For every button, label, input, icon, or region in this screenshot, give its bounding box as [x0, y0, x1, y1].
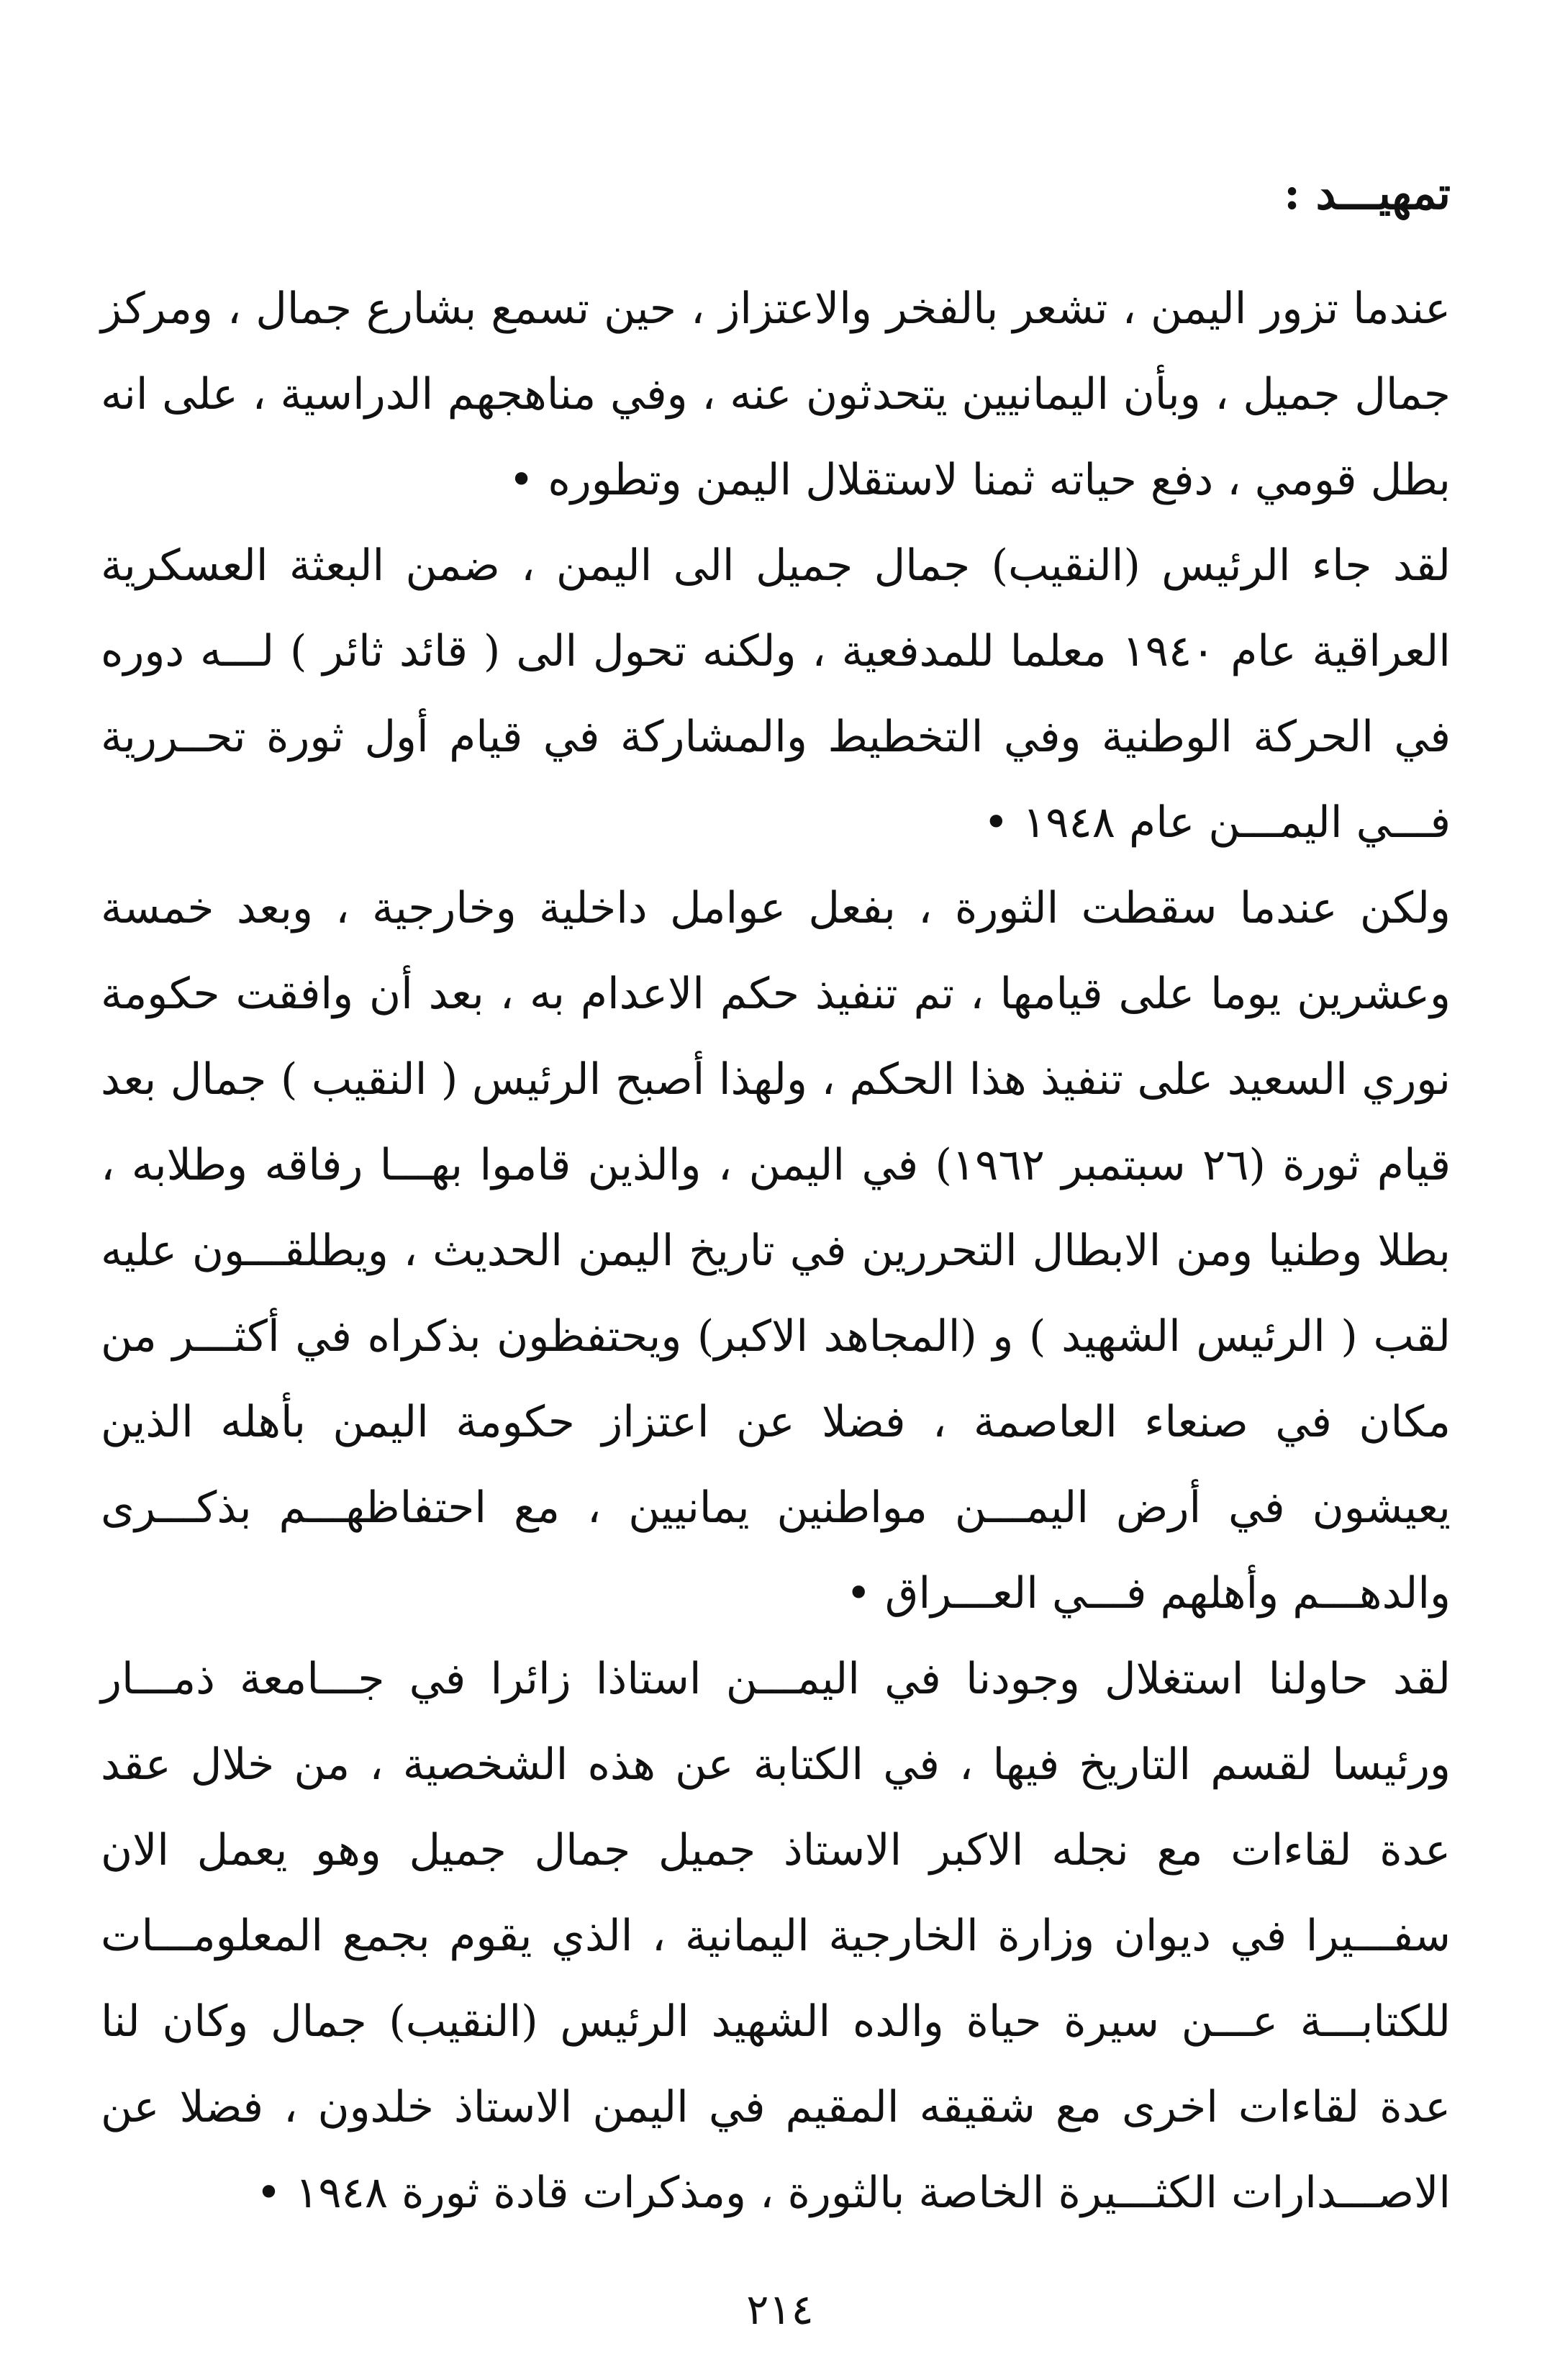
paragraph: لقد حاولنا استغلال وجودنا في اليمـــن استاذا زائرا في جـــامعة ذمـــار ورئيسا لقسم التاريخ فيها ، في الكتابة عن هذه الشخصية ، من خلال عقد عدة لقاءات مع نجله الاكبر الاستاذ جميل جمال جميل وهو يعمل الان سفـــيرا في ديوان وزارة الخارجية اليمانية ، الذي يقوم بجمع المعلومـــات للكتابـــة عـــن سيرة حياة والده الشهيد الرئيس (النقيب) جمال وكان لنا عدة لقاءات اخرى مع شقيقه المقيم في اليمن الاستاذ خلدون ، فضلا عن الاصـــدارات الكثـــيرة الخاصة بالثورة ، ومذكرات قادة ثورة ١٩٤٨ • [101, 1654, 1451, 2218]
paragraph: عندما تزور اليمن ، تشعر بالفخر والاعتزاز ، حين تسمع بشارع جمال ، ومركز جمال جميل ، وبأن اليمانيين يتحدثون عنه ، وفي مناهجهم الدراسية ، على انه بطل قومي ، دفع حياته ثمنا لاستقلال اليمن وتطوره • [101, 284, 1451, 505]
section-heading: تمهيـــد : [1284, 167, 1451, 220]
body-text [101, 266, 1451, 2236]
paragraph: لقد جاء الرئيس (النقيب) جمال جميل الى اليمن ، ضمن البعثة العسكرية العراقية عام ١٩٤٠ معلما للمدفعية ، ولكنه تحول الى ( قائد ثائر ) لـــه دوره في الحركة الوطنية وفي التخطيط والمشاركة في قيام أول ثورة تحــررية فـــي اليمـــن عام ١٩٤٨ • [101, 540, 1451, 848]
page-number: ٢١٤ [746, 2285, 814, 2334]
paragraph: ولكن عندما سقطت الثورة ، بفعل عوامل داخلية وخارجية ، وبعد خمسة وعشرين يوما على قيامها ، تم تنفيذ حكم الاعدام به ، بعد أن وافقت حكومة نوري السعيد على تنفيذ هذا الحكم ، ولهذا أصبح الرئيس ( النقيب ) جمال بعد قيام ثورة (٢٦ سبتمبر ١٩٦٢) في اليمن ، والذين قاموا بهـــا رفاقه وطلابه ، بطلا وطنيا ومن الابطال التحررين في تاريخ اليمن الحديث ، ويطلقـــون عليه لقب ( الرئيس الشهيد ) و (المجاهد الاكبر) ويحتفظون بذكراه في أكثـــر من مكان في صنعاء العاصمة ، فضلا عن اعتزاز حكومة اليمن بأهله الذين يعيشون في أرض اليمـــن مواطنين يمانيين ، مع احتفاظهـــم بذكـــرى والدهـــم وأهلهم فـــي العـــراق • [101, 883, 1451, 1619]
